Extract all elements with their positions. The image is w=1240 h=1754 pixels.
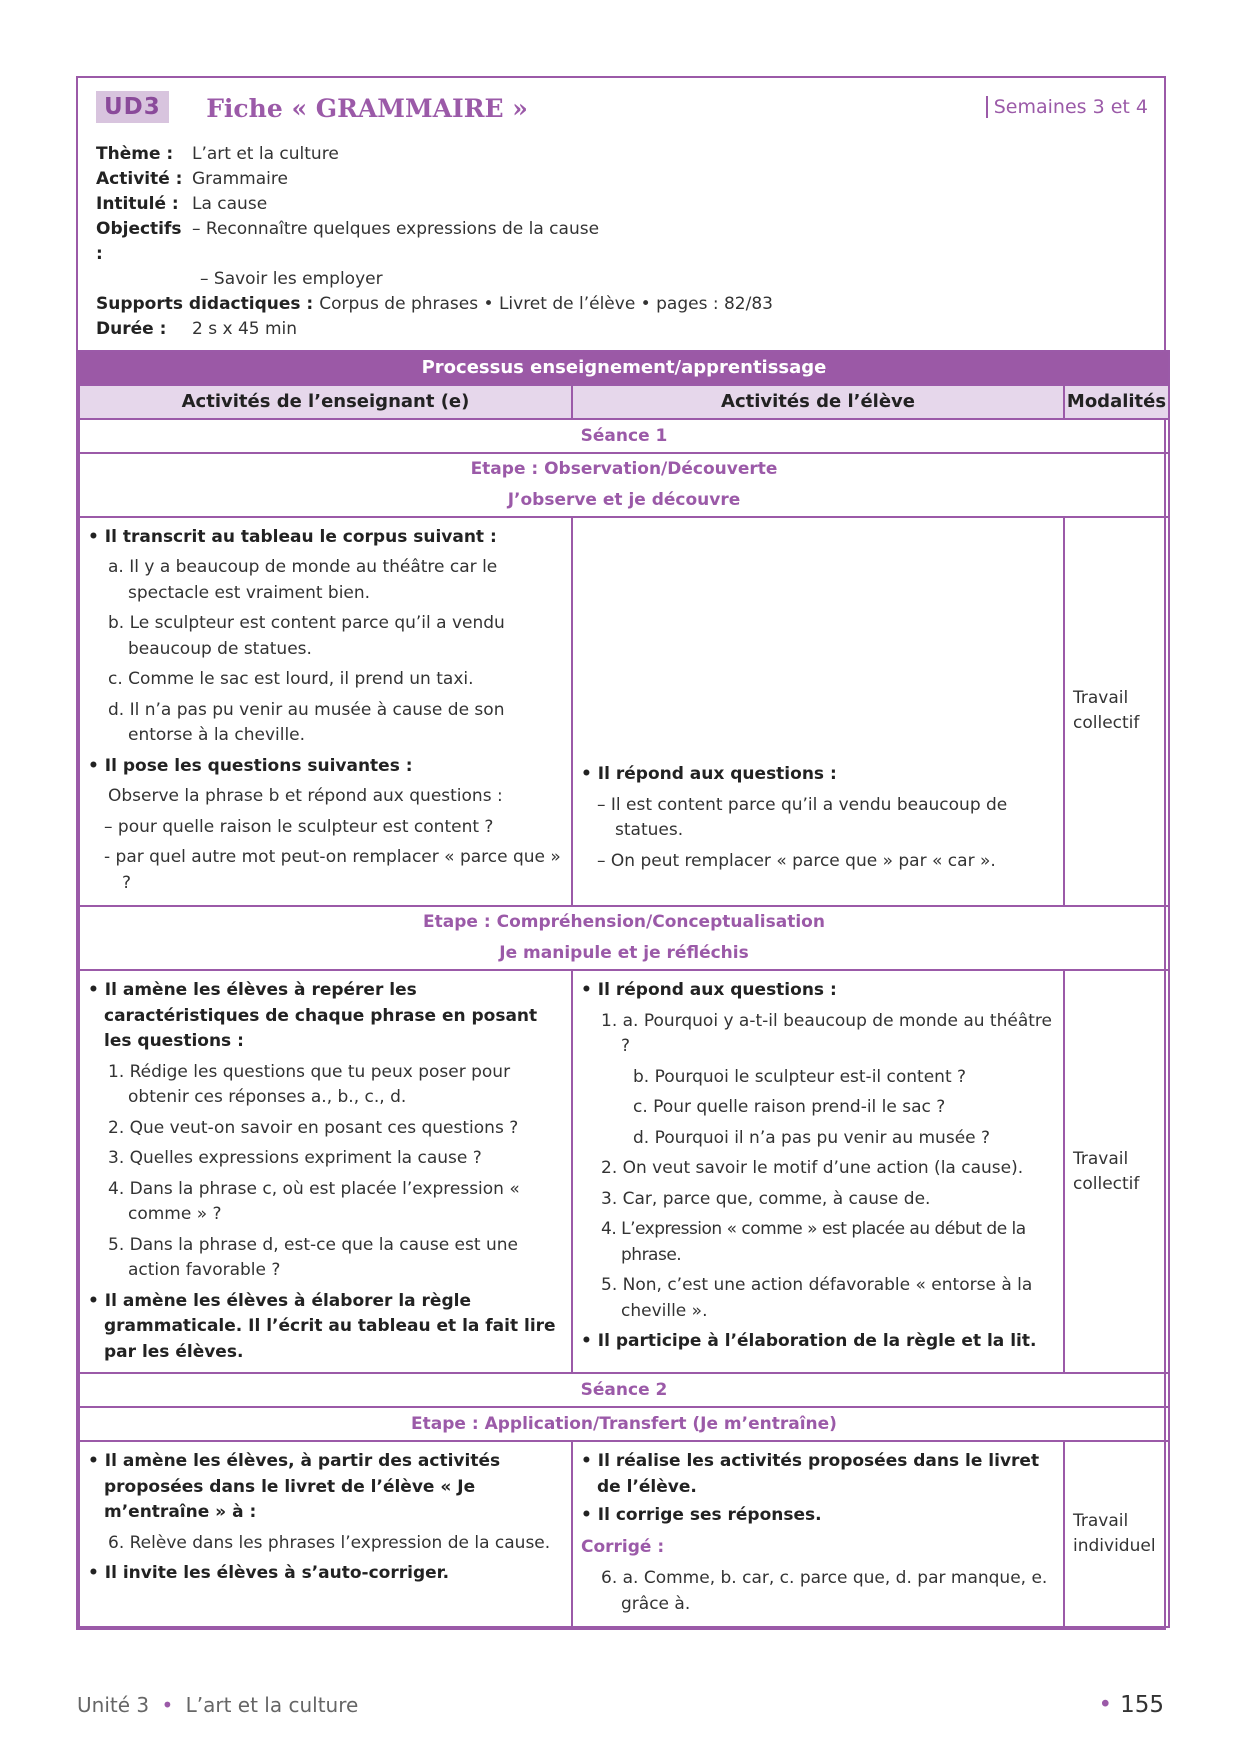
b2-teacher-head-2: • Il amène les élèves à élaborer la règle grammaticale. Il l’écrit au tableau et la fait lire par les élèves. bbox=[88, 1290, 556, 1362]
b1-modalite: Travail collectif bbox=[1073, 688, 1140, 734]
col-student-header: Activités de l’élève bbox=[572, 385, 1064, 419]
b2-answer-1c: c. Pour quelle raison prend-il le sac ? bbox=[633, 1097, 946, 1117]
intitule-label: Intitulé : bbox=[96, 193, 179, 214]
supports-value: Corpus de phrases • Livret de l’élève • pages : 82/83 bbox=[319, 293, 773, 314]
b1-answer-1: – Il est content parce qu’il a vendu beaucoup de statues. bbox=[597, 794, 1008, 840]
b2-answer-1a: 1. a. Pourquoi y a-t-il beaucoup de monde au théâtre ? bbox=[601, 1010, 1052, 1056]
etape-1-title: Etape : Observation/Découverte bbox=[470, 458, 778, 479]
b2-answer-4: 4. L’expression « comme » est placée au début de la phrase. bbox=[601, 1219, 1026, 1265]
b3-teacher-head-2: • Il invite les élèves à s’auto-corriger. bbox=[88, 1563, 450, 1583]
col-modalites-header: Modalités bbox=[1064, 385, 1169, 419]
etape-2-title: Etape : Compréhension/Conceptualisation bbox=[423, 912, 825, 932]
b1-question-2: - par quel autre mot peut-on remplacer « parce que » ? bbox=[104, 847, 561, 893]
objectif-2: – Savoir les employer bbox=[200, 268, 383, 289]
b2-answer-3: 3. Car, parce que, comme, à cause de. bbox=[601, 1188, 931, 1209]
b1-corpus-d: d. Il n’a pas pu venir au musée à cause de son entorse à la cheville. bbox=[108, 699, 505, 745]
b1-corpus-a: a. Il y a beaucoup de monde au théâtre car le spectacle est vraiment bien. bbox=[108, 557, 498, 603]
block-1-teacher bbox=[79, 517, 572, 907]
page-number: 155 bbox=[1120, 1692, 1164, 1718]
b2-question-4: 4. Dans la phrase c, où est placée l’expression « comme » ? bbox=[108, 1178, 520, 1224]
block-2-teacher bbox=[79, 970, 572, 1373]
b3-student-head-1: • Il réalise les activités proposées dans le livret de l’élève. bbox=[581, 1451, 1040, 1497]
b2-answer-2: 2. On veut savoir le motif d’une action (la cause). bbox=[601, 1158, 1024, 1178]
b2-answer-5: 5. Non, c’est une action défavorable « entorse à la cheville ». bbox=[601, 1275, 1033, 1321]
b2-teacher-head-1: • Il amène les élèves à repérer les caractéristiques de chaque phrase en posant les questions : bbox=[88, 980, 538, 1051]
lesson-info bbox=[96, 142, 1148, 342]
b3-exercise-6: 6. Relève dans les phrases l’expression de la cause. bbox=[108, 1532, 551, 1553]
block-1-modalites bbox=[1064, 517, 1169, 907]
b1-teacher-head-1: • Il transcrit au tableau le corpus suivant : bbox=[88, 526, 497, 547]
lesson-sheet bbox=[76, 76, 1166, 1630]
intitule-value: La cause bbox=[192, 193, 268, 214]
block-2-row bbox=[79, 970, 1169, 1373]
block-2-student bbox=[572, 970, 1064, 1373]
theme-label: Thème : bbox=[96, 143, 174, 164]
block-2-modalites bbox=[1064, 970, 1169, 1373]
footer-unit: Unité 3 bbox=[77, 1693, 150, 1717]
b3-student-head-2: • Il corrige ses réponses. bbox=[581, 1505, 822, 1525]
info-intitule bbox=[96, 192, 1148, 217]
unit-badge: UD3 bbox=[96, 91, 169, 123]
etape-1-subtitle: J’observe et je découvre bbox=[507, 489, 741, 510]
process-banner: Processus enseignement/apprentissage bbox=[79, 351, 1169, 385]
b3-corrige-answer: 6. a. Comme, b. car, c. parce que, d. par manque, e. grâce à. bbox=[601, 1568, 1048, 1614]
objectif-1: – Reconnaître quelques expressions de la cause bbox=[192, 218, 600, 239]
etape-2 bbox=[79, 906, 1169, 970]
etape-1 bbox=[79, 453, 1169, 517]
b2-student-head-2: • Il participe à l’élaboration de la règle et la lit. bbox=[581, 1331, 1037, 1351]
b2-question-5: 5. Dans la phrase d, est-ce que la cause est une action favorable ? bbox=[108, 1234, 518, 1280]
block-3-student bbox=[572, 1441, 1064, 1627]
etape-2-subtitle: Je manipule et je réfléchis bbox=[499, 943, 749, 963]
b2-question-2: 2. Que veut-on savoir en posant ces questions ? bbox=[108, 1117, 519, 1138]
sheet-title: Fiche « GRAMMAIRE » bbox=[206, 94, 528, 123]
supports-label: Supports didactiques : bbox=[96, 293, 314, 314]
b1-student-head: • Il répond aux questions : bbox=[581, 764, 837, 784]
b2-answer-1b: b. Pourquoi le sculpteur est-il content ? bbox=[633, 1066, 967, 1087]
b1-corpus-b: b. Le sculpteur est content parce qu’il a vendu beaucoup de statues. bbox=[108, 613, 505, 659]
page-number-wrap bbox=[1093, 1688, 1164, 1723]
b1-answer-2: – On peut remplacer « parce que » par « car ». bbox=[597, 850, 996, 871]
info-supports bbox=[96, 292, 1148, 317]
b3-modalite: Travail individuel bbox=[1073, 1511, 1156, 1556]
b3-corrige-label: Corrigé : bbox=[581, 1536, 665, 1557]
block-1-row bbox=[79, 517, 1169, 907]
block-3-teacher bbox=[79, 1441, 572, 1627]
b3-teacher-head-1: • Il amène les élèves, à partir des activités proposées dans le livret de l’élève « Je m’entraîne » à : bbox=[88, 1451, 501, 1522]
info-duree bbox=[96, 317, 1148, 342]
col-teacher-header: Activités de l’enseignant (e) bbox=[79, 385, 572, 419]
etape-3-title: Etape : Application/Transfert (Je m’entraîne) bbox=[79, 1407, 1169, 1441]
sheet-header bbox=[78, 78, 1164, 350]
b1-intro: Observe la phrase b et répond aux questions : bbox=[108, 786, 503, 806]
process-table bbox=[78, 350, 1170, 1629]
info-objectifs bbox=[96, 217, 1148, 267]
theme-value: L’art et la culture bbox=[192, 143, 339, 164]
b2-answer-1d: d. Pourquoi il n’a pas pu venir au musée ? bbox=[633, 1127, 991, 1148]
b1-teacher-head-2: • Il pose les questions suivantes : bbox=[88, 755, 413, 776]
weeks-label: Semaines 3 et 4 bbox=[986, 96, 1148, 118]
b2-question-1: 1. Rédige les questions que tu peux poser pour obtenir ces réponses a., b., c., d. bbox=[108, 1061, 511, 1107]
block-3-row bbox=[79, 1441, 1169, 1627]
b2-modalite: Travail collectif bbox=[1073, 1148, 1140, 1194]
objectifs-label: Objectifs : bbox=[96, 218, 182, 264]
block-1-student bbox=[572, 517, 1064, 907]
activite-label: Activité : bbox=[96, 168, 183, 189]
b1-corpus-c: c. Comme le sac est lourd, il prend un taxi. bbox=[108, 669, 474, 689]
duree-value: 2 s x 45 min bbox=[192, 318, 298, 339]
block-3-modalites bbox=[1064, 1441, 1169, 1627]
duree-label: Durée : bbox=[96, 318, 167, 339]
activite-value: Grammaire bbox=[192, 168, 288, 189]
info-objectifs-2 bbox=[96, 267, 1148, 292]
seance-2-title: Séance 2 bbox=[79, 1373, 1169, 1407]
b2-student-head: • Il répond aux questions : bbox=[581, 980, 837, 1000]
info-activite bbox=[96, 167, 1148, 192]
info-theme bbox=[96, 142, 1148, 167]
footer-bullet-icon: • bbox=[161, 1693, 174, 1717]
page-bullet-icon: • bbox=[1098, 1692, 1113, 1718]
page-footer bbox=[77, 1690, 1164, 1720]
b2-question-3: 3. Quelles expressions expriment la cause ? bbox=[108, 1148, 482, 1168]
b1-question-1: – pour quelle raison le sculpteur est content ? bbox=[104, 816, 494, 837]
seance-1-title: Séance 1 bbox=[79, 419, 1169, 453]
footer-topic: L’art et la culture bbox=[185, 1693, 359, 1717]
